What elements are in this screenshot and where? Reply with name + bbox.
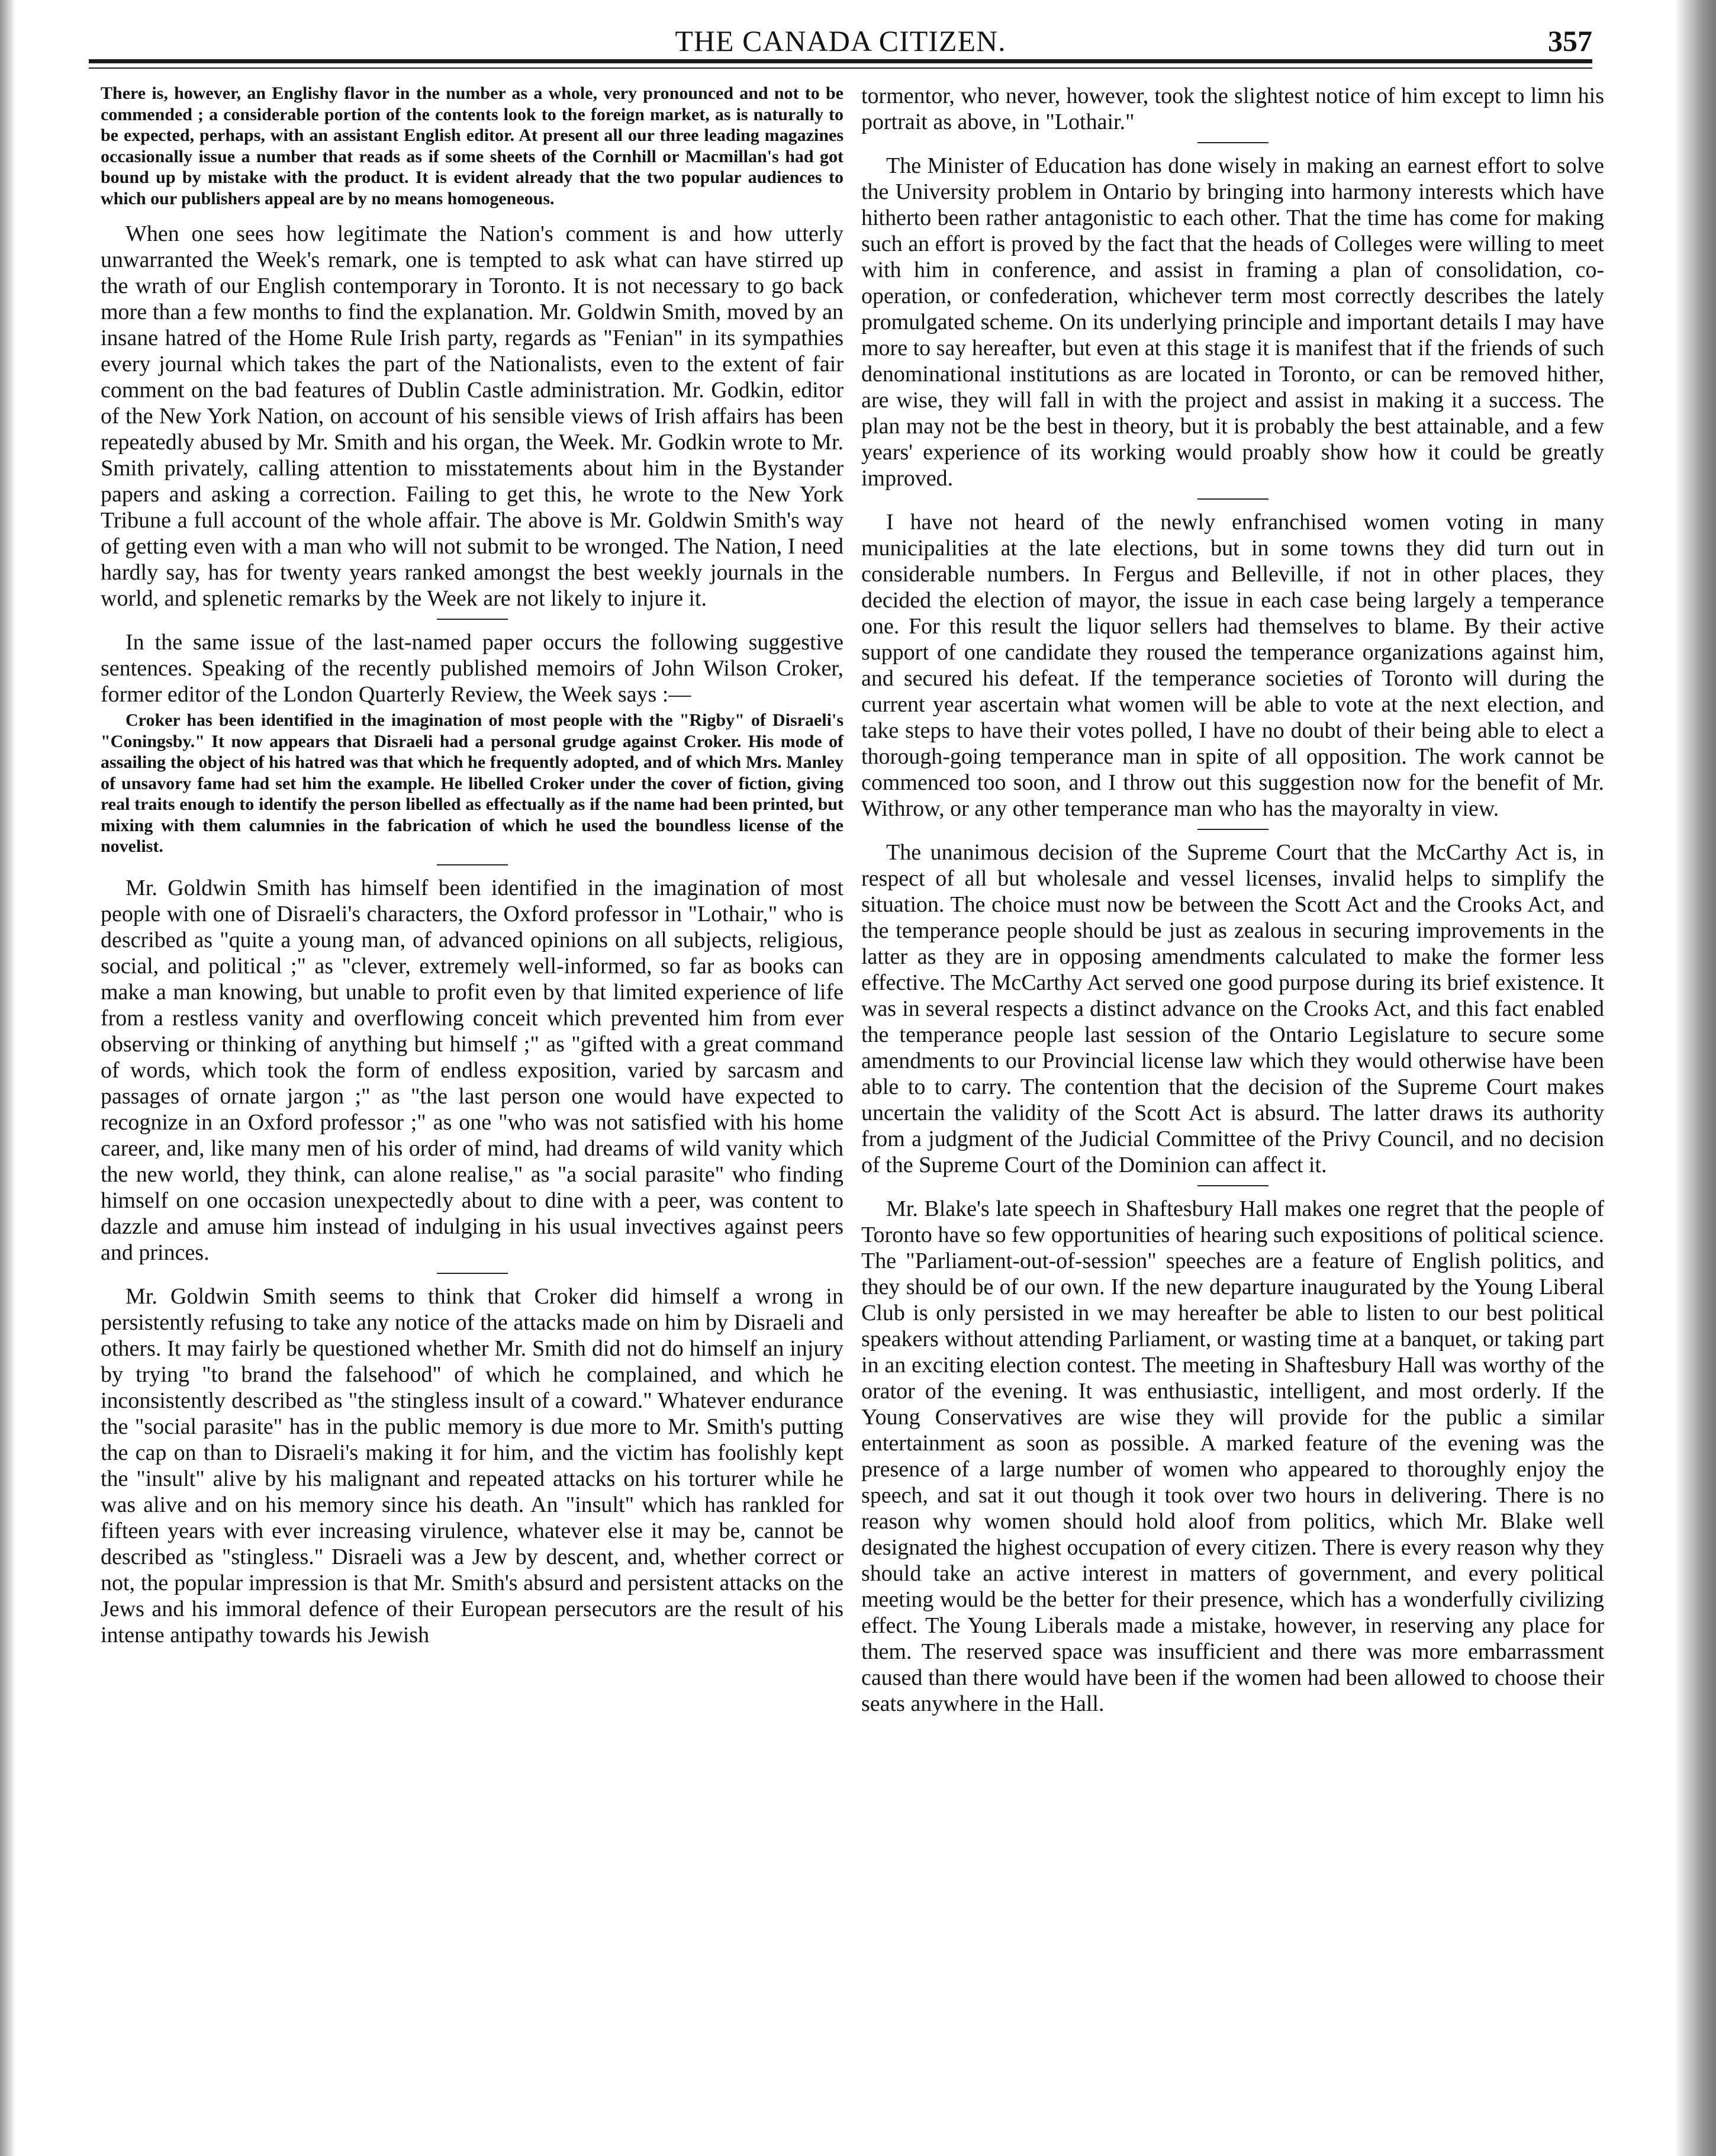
page-number: 357 xyxy=(1548,24,1592,57)
education-paragraph: The Minister of Education has done wisely in making an earnest effort to solve the University problem in Ontario by bringing into harmony interests which have hitherto been rather antagonistic to each other. That the time has come for making such an effort is proved by the fact that the heads of Colleges were willing to meet with him in conference, and assist in framing a plan of consolidation, co-operation, or confederation, whichever term most correctly describes the lately promulgated scheme. On its underlying principle and important details I may have more to say hereafter, but even at this stage it is manifest that if the friends of such denominational institutions as are located in Toronto, or can be removed hither, are wise, they will fall in with the project and assist in making it a success. The plan may not be the best in theory, but it is probably the best attainable, and a few years' experience of its working would proably show how it could be greatly improved. xyxy=(861,153,1604,491)
header-rule-thick xyxy=(89,59,1592,63)
section-divider xyxy=(437,1273,508,1274)
left-column xyxy=(101,83,843,1648)
women-voting-paragraph: I have not heard of the newly enfranchised women voting in many municipalities at the late elections, but in some towns they did turn out in considerable numbers. In Fergus and Belleville, if not in other places, they decided the election of mayor, the issue in each case being largely a temperance one. For this result the liquor sellers had themselves to blame. By their active support of one candidate they roused the temperance organizations against him, and secured his defeat. If the temperance societies of Toronto will during the current year ascertain what women will be able to vote at the next election, and take steps to have their votes polled, I have no doubt of their being able to elect a thorough-going temperance man in spite of all opposition. The work cannot be commenced too soon, and I throw out this suggestion now for the benefit of Mr. Withrow, or any other temperance man who has the mayoralty in view. xyxy=(861,510,1604,821)
section-divider xyxy=(1197,829,1269,830)
blake-speech-paragraph: Mr. Blake's late speech in Shaftesbury Hall makes one regret that the people of Toronto have so few opportunities of hearing such expositions of political science. The "Parliament-out-of-session" speeches are a feature of English politics, and they should be of our own. If the new departure inaugurated by the Young Liberal Club is only persisted in we may hereafter be able to listen to our best political speakers without attending Parliament, or wasting time at a banquet, or taking part in an exciting election contest. The meeting in Shaftesbury Hall was worthy of the orator of the evening. It was enthusiastic, intelligent, and most orderly. If the Young Conservatives are wise they will provide for the public a similar entertainment as soon as possible. A marked feature of the evening was the presence of a large number of women who appeared to thoroughly enjoy the speech, and sat it out though it took over two hours in delivering. There is no reason why women should hold aloof from politics, which Mr. Blake well designated the highest occupation of every citizen. There is every reason why they should take an active interest in matters of government, and every political meeting would be the better for their presence, which has a wonderfully civilizing effect. The Young Liberals made a mistake, however, in reserving any place for them. The reserved space was insufficient and there was more embarrassment caused than there would have been if the women had been allowed to choose their seats anywhere in the Hall. xyxy=(861,1196,1604,1716)
page-header xyxy=(89,17,1592,64)
lothair-paragraph: Mr. Goldwin Smith has himself been identified in the imagination of most people with one of Disraeli's characters, the Oxford professor in "Lothair," who is described as "quite a young man, of advanced opinions on all subjects, religious, social, and political ;" as "clever, extremely well-informed, so far as books can make a man knowing, but unable to profit even by that limited experience of life from a restless vanity and overflowing conceit which prevented him from ever observing or thinking of anything but himself ;" as "gifted with a great command of words, which took the form of endless exposition, varied by sarcasm and passages of ornate jargon ;" as "the last person one would have expected to recognize in an Oxford professor ;" as one "who was not satisfied with his home career, and, like many men of his order of mind, had dreams of wild vanity which the new world, they think, can alone realise," as "a social parasite" who finding himself on one occasion unexpectedly about to dine with a peer, was content to dazzle and amuse him instead of indulging in his usual invectives against peers and princes. xyxy=(101,875,843,1265)
block-quote: Croker has been identified in the imagination of most people with the "Rigby" of Disraeli's "Coningsby." It now appears that Disraeli had a personal grudge against Croker. His mode of assailing the object of his hatred was that which he frequently adopted, and of which Mrs. Manley of unsavory fame had set him the example. He libelled Croker under the cover of fiction, giving real traits enough to identify the person libelled as effectually as if the name had been printed, but mixing with them calumnies in the fabrication of which he used the boundless license of the novelist. xyxy=(101,710,843,856)
section-divider xyxy=(437,619,508,620)
section-divider xyxy=(1197,1185,1269,1186)
croker-intro-paragraph: In the same issue of the last-named paper occurs the following suggestive sentences. Speaking of the recently published memoirs of John Wilson Croker, former editor of the London Quarterly Review, the Week says :— xyxy=(101,630,843,707)
insult-paragraph: Mr. Goldwin Smith seems to think that Croker did himself a wrong in persistently refusing to take any notice of the attacks made on him by Disraeli and others. It may fairly be questioned whether Mr. Smith did not do himself an injury by trying "to brand the falsehood" of which he complained, and which he inconsistently described as "the stingless insult of a coward." Whatever endurance the "social parasite" has in the public memory is due more to Mr. Smith's putting the cap on than to Disraeli's making it for him, and the victim has foolishly kept the "insult" alive by his malignant and repeated attacks on his torturer while he was alive and on his memory since his death. An "insult" which has rankled for fifteen years with ever increasing virulence, whatever else it may be, cannot be described as "stingless." Disraeli was a Jew by descent, and, whether correct or not, the popular impression is that Mr. Smith's absurd and persistent attacks on the Jews and his immoral defence of their European persecutors are the result of his intense antipathy towards his Jewish xyxy=(101,1283,843,1647)
section-divider xyxy=(437,864,508,865)
mccarthy-act-paragraph: The unanimous decision of the Supreme Court that the McCarthy Act is, in respect of all but wholesale and vessel licenses, invalid helps to simplify the situation. The choice must now be between the Scott Act and the Crooks Act, and the temperance people should be just as zealous in securing improvements in the latter as they are in opposing amendments calculated to make the former less effective. The McCarthy Act served one good purpose during its brief existence. It was in several respects a distinct advance on the Crooks Act, and this fact enabled the temperance people last session of the Ontario Legislature to secure some amendments to our Provincial license law which they would otherwise have been able to to carry. The contention that the decision of the Supreme Court makes uncertain the validity of the Scott Act is absurd. The latter draws its authority from a judgment of the Judicial Committee of the Privy Council, and no decision of the Supreme Court of the Dominion can affect it. xyxy=(861,840,1604,1177)
scan-edge-right xyxy=(1675,0,1716,2156)
right-column xyxy=(861,83,1604,1717)
nation-week-paragraph: When one sees how legitimate the Nation's comment is and how utterly unwarranted the Week's remark, one is tempted to ask what can have stirred up the wrath of our English contemporary in Toronto. It is not necessary to go back more than a few months to find the explanation. Mr. Goldwin Smith, moved by an insane hatred of the Home Rule Irish party, regards as "Fenian" in its sympathies every journal which takes the part of the Nationalists, even to the extent of fair comment on the bad features of Dublin Castle administration. Mr. Godkin, editor of the New York Nation, on account of his sensible views of Irish affairs has been repeatedly abused by Mr. Smith and his organ, the Week. Mr. Godkin wrote to Mr. Smith privately, calling attention to misstatements about him in the Bystander papers and asking a correction. Failing to get this, he wrote to the New York Tribune a full account of the whole affair. The above is Mr. Goldwin Smith's way of getting even with a man who will not submit to be wronged. The Nation, I need hardly say, has for twenty years ranked amongst the best weekly journals in the world, and splenetic remarks by the Week are not likely to injure it. xyxy=(101,221,843,611)
intro-paragraph: There is, however, an Englishy flavor in the number as a whole, very pronounced and not to be commended ; a considerable portion of the contents look to the foreign market, as is naturally to be expected, perhaps, with an assistant English editor. At present all our three leading magazines occasionally issue a number that reads as if some sheets of the Cornhill or Macmillan's had got bound up by mistake with the product. It is evident already that the two popular audiences to which our publishers appeal are by no means homogeneous. xyxy=(101,83,843,208)
header-rule-thin xyxy=(89,67,1592,69)
continued-paragraph: tormentor, who never, however, took the slightest notice of him except to limn his portrait as above, in "Lothair." xyxy=(861,83,1604,134)
scan-edge-left xyxy=(0,0,15,2156)
masthead: THE CANADA CITIZEN. xyxy=(675,24,1006,57)
section-divider xyxy=(1197,498,1269,500)
section-divider xyxy=(1197,142,1269,143)
